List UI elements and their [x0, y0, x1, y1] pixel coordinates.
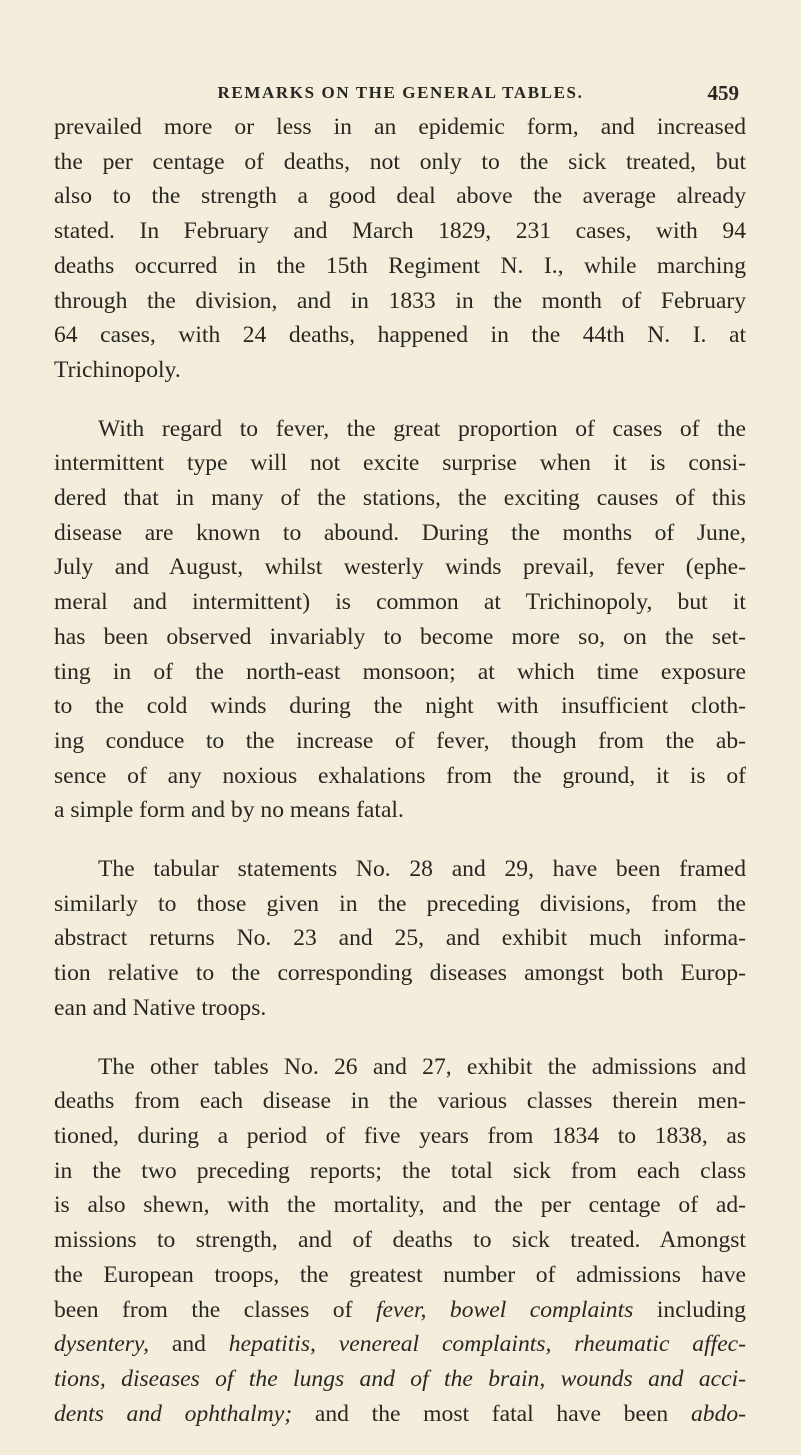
text-line: tion relative to the corresponding diseases amongst both Europ- [54, 960, 746, 987]
text-line: stated. In February and March 1829, 231 cases, with 94 [54, 218, 746, 245]
italic-term: fever, [375, 1296, 427, 1323]
text-line: dered that in many of the stations, the exciting causes of this [54, 485, 746, 512]
text-line: to the cold winds during the night with insufficient cloth- [54, 693, 746, 720]
paragraph-1 [54, 110, 746, 388]
text-line: prevailed more or less in an epidemic form, and increased [54, 114, 746, 140]
italic-term: bowel complaints [449, 1296, 634, 1323]
text-line [54, 1362, 746, 1397]
text-line: Trichinopoly. [54, 356, 181, 383]
running-head [0, 78, 801, 108]
text-line: tioned, during a period of five years from 1834 to 1838, as [54, 1122, 746, 1149]
text-line: ting in of the north-east monsoon; at which time exposure [54, 658, 746, 685]
italic-term: dents and ophthalmy; [54, 1400, 293, 1427]
text-line: missions to strength, and of deaths to sick treated. Amongst [54, 1227, 746, 1254]
italic-term: dysentery, [54, 1331, 149, 1358]
text-line: intermittent type will not excite surprise when it is consi- [54, 450, 746, 477]
text-line: disease are known to abound. During the months of June, [54, 519, 746, 546]
text-line: ing conduce to the increase of fever, though from the ab- [54, 727, 746, 754]
text-line: the European troops, the greatest number of admissions have [54, 1261, 746, 1288]
text-line: ean and Native troops. [54, 994, 267, 1021]
text-line: The other tables No. 26 and 27, exhibit the admissions and [98, 1053, 746, 1080]
italic-term: tions, diseases of the lungs and of the brain, wounds and acci- [54, 1365, 746, 1392]
text-line: meral and intermittent) is common at Trichinopoly, but it [54, 589, 746, 616]
body-text [54, 110, 746, 1455]
italic-term: abdo- [690, 1400, 747, 1427]
text-line: the per centage of deaths, not only to the sick treated, but [54, 148, 746, 175]
running-title: REMARKS ON THE GENERAL TABLES. [217, 83, 584, 102]
text-line: sence of any noxious exhalations from the ground, it is of [54, 762, 746, 789]
text-line [54, 1397, 746, 1432]
text-line: a simple form and by no means fatal. [54, 797, 404, 824]
text-run: and [171, 1331, 206, 1358]
text-line: through the division, and in 1833 in the month of February [54, 287, 746, 314]
italic-term: hepatitis, venereal complaints, rheumatic affec- [228, 1331, 746, 1358]
text-line: also to the strength a good deal above the average already [54, 183, 746, 210]
paragraph-3 [54, 852, 746, 1026]
text-line: The tabular statements No. 28 and 29, have been framed [98, 856, 746, 883]
page-number: 459 [707, 81, 739, 105]
text-run: including [656, 1296, 746, 1323]
text-line: July and August, whilst westerly winds prevail, fever (ephe- [54, 554, 746, 581]
text-run: and the most fatal have been [314, 1400, 669, 1427]
text-line: is also shewn, with the mortality, and the per centage of ad- [54, 1192, 746, 1219]
text-line: in the two preceding reports; the total sick from each class [54, 1157, 746, 1184]
text-line [54, 1293, 746, 1328]
text-line: With regard to fever, the great proportion of cases of the [98, 415, 746, 442]
text-line: similarly to those given in the preceding divisions, from the [54, 890, 746, 917]
text-line [54, 1327, 746, 1362]
text-run: been from the classes of [54, 1296, 353, 1323]
text-line: abstract returns No. 23 and 25, and exhibit much informa- [54, 925, 746, 952]
text-line: deaths from each disease in the various classes therein men- [54, 1088, 746, 1115]
paragraph-2 [54, 412, 746, 828]
text-line: 64 cases, with 24 deaths, happened in the 44th N. I. at [54, 322, 746, 349]
paragraph-4 [54, 1050, 746, 1432]
text-line: deaths occurred in the 15th Regiment N. I., while marching [54, 252, 746, 279]
text-line: has been observed invariably to become more so, on the set- [54, 623, 746, 650]
